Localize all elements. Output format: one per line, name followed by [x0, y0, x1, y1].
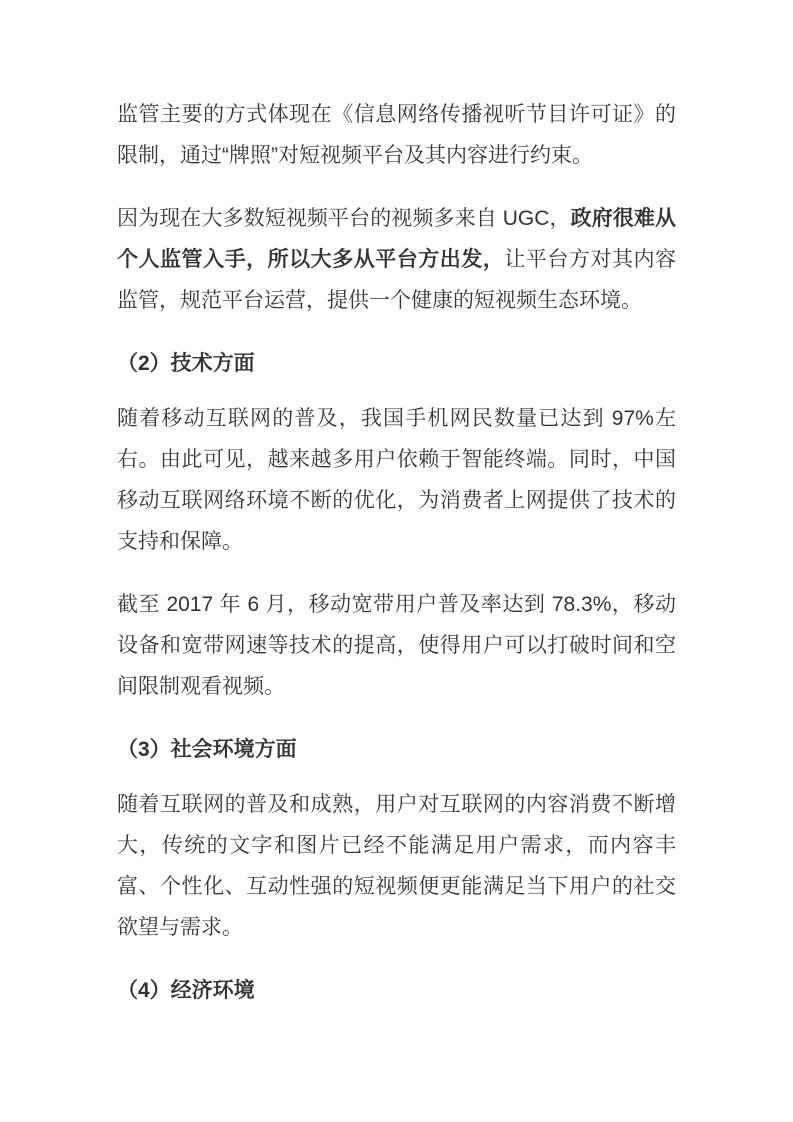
- heading-text: （3）社会环境方面: [117, 738, 297, 761]
- text-run: 截至 2017 年 6 月，移动宽带用户普及率达到 78.3%，移动设备和宽带网速等技术的提高，使得用户可以打破时间和空间限制观看视频。: [117, 593, 676, 698]
- text-run: 因为现在大多数短视频平台的视频多来自 UGC，: [117, 207, 571, 230]
- text-run: 让平台方对其内容监管，规范平台运营，提供一个健康的短视频生态环境。: [117, 248, 676, 312]
- heading-3-social-environment: [117, 729, 676, 770]
- text-run: 随着互联网的普及和成熟，用户对互联网的内容消费不断增大，传统的文字和图片已经不能满足用户需求，而内容丰富、个性化、互动性强的短视频便更能满足当下用户的社交欲望与需求。: [117, 793, 676, 939]
- paragraph-ugc-platform-regulation: [117, 198, 676, 321]
- paragraph-regulation-license: [117, 94, 676, 176]
- heading-text: （4）经济环境: [117, 979, 255, 1002]
- heading-text: （2）技术方面: [117, 352, 255, 375]
- paragraph-mobile-internet-penetration: [117, 398, 676, 562]
- heading-2-technology: [117, 343, 676, 384]
- text-run: 监管主要的方式体现在《信息网络传播视听节目许可证》的限制，通过“牌照”对短视频平台及其内容进行约束。: [117, 103, 676, 167]
- paragraph-content-consumption: [117, 784, 676, 948]
- heading-4-economic-environment: [117, 970, 676, 1011]
- paragraph-broadband-2017: [117, 584, 676, 707]
- text-run: 随着移动互联网的普及，我国手机网民数量已达到 97%左右。由此可见，越来越多用户依赖于智能终端。同时，中国移动互联网络环境不断的优化，为消费者上网提供了技术的支持和保障。: [117, 407, 676, 553]
- text-run-bold: 政府很难从个人监管入手，所以大多从平台方出发，: [117, 207, 677, 271]
